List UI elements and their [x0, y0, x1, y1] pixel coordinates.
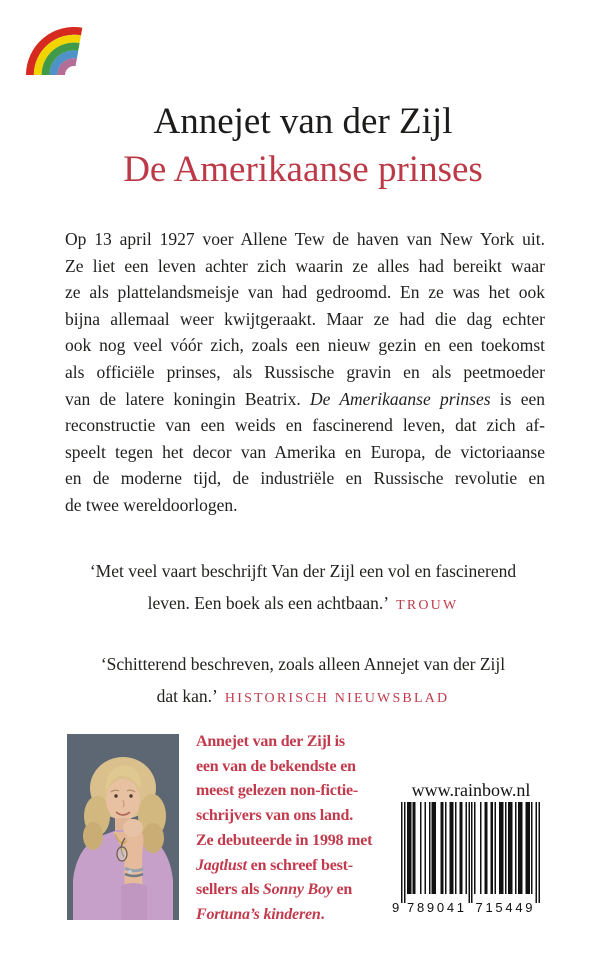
blurb-line: bijna allemaal weer kwijtgeraakt. Maar ze had die dag echter [65, 308, 545, 329]
blurb-line: reconstructie van een weids en fascinerend leven, dat zich af- [65, 415, 545, 436]
blurb-line: en de moderne tijd, de industriële en Russische revolutie en [65, 468, 545, 489]
bio-line: meest gelezen non-fictie- [196, 782, 359, 800]
blurb-line: ook nog veel vóór zich, zoals een nieuw gezin en een toekomst [65, 335, 545, 356]
author-bio [196, 730, 386, 928]
bio-line: Ze debuteerde in 1998 met [196, 831, 373, 849]
bio-line: Annejet van der Zijl is [196, 733, 345, 750]
quote-text: leven. Een boek als een achtbaan.’ [147, 593, 390, 613]
blurb-line: Ze liet een leven achter zich waarin ze alles had bereikt waar [65, 255, 545, 276]
bio-line: Jagtlust en schreef best- [196, 856, 353, 874]
quote-line [0, 587, 606, 622]
bio-line: schrijvers van ons land. [196, 807, 353, 825]
blurb-line: de twee wereldoorlogen. [65, 494, 238, 515]
isbn-digits-right: 715449 [475, 900, 533, 914]
blurb-line: Op 13 april 1927 voer Allene Tew de haven van New York uit. [65, 229, 545, 249]
review-quote-historisch-nieuwsblad [0, 648, 606, 715]
blurb-line: van de latere koningin Beatrix. De Amerikaanse prinses is een [65, 388, 545, 409]
bio-line: sellers als Sonny Boy en [196, 881, 353, 899]
blurb-paragraph [65, 226, 545, 519]
quote-line: ‘Schitterend beschreven, zoals alleen Annejet van der Zijl [100, 654, 506, 674]
bio-line: Fortuna’s kinderen. [196, 905, 325, 923]
quote-source-historisch-nieuwsblad: HISTORISCH NIEUWSBLAD [224, 691, 450, 706]
isbn-digits-left: 789041 [407, 900, 464, 914]
quote-line: ‘Met veel vaart beschrijft Van der Zijl een vol en fascinerend [89, 561, 517, 581]
blurb-line: ze als plattelandsmeisje van had gedroomd. En ze was het ook [65, 282, 545, 303]
quote-source-trouw: TROUW [396, 598, 459, 613]
blurb-line: speelt tegen het decor van Amerika en Europa, de victoriaanse [65, 441, 545, 462]
quote-text: dat kan.’ [156, 686, 218, 706]
bio-line: een van de bekendste en [196, 757, 356, 775]
isbn-barcode [390, 802, 542, 914]
book-title: De Amerikaanse prinses [123, 149, 483, 190]
author-name: Annejet van der Zijl [153, 101, 453, 142]
publisher-url: www.rainbow.nl [411, 780, 531, 800]
rainbow-logo-icon [26, 27, 83, 75]
quote-line [0, 680, 606, 715]
review-quote-trouw [0, 555, 606, 622]
blurb-line: als officiële prinses, als Russische gravin en als peetmoeder [65, 361, 545, 382]
author-photo [67, 734, 179, 920]
isbn-digit-first: 9 [392, 900, 400, 914]
